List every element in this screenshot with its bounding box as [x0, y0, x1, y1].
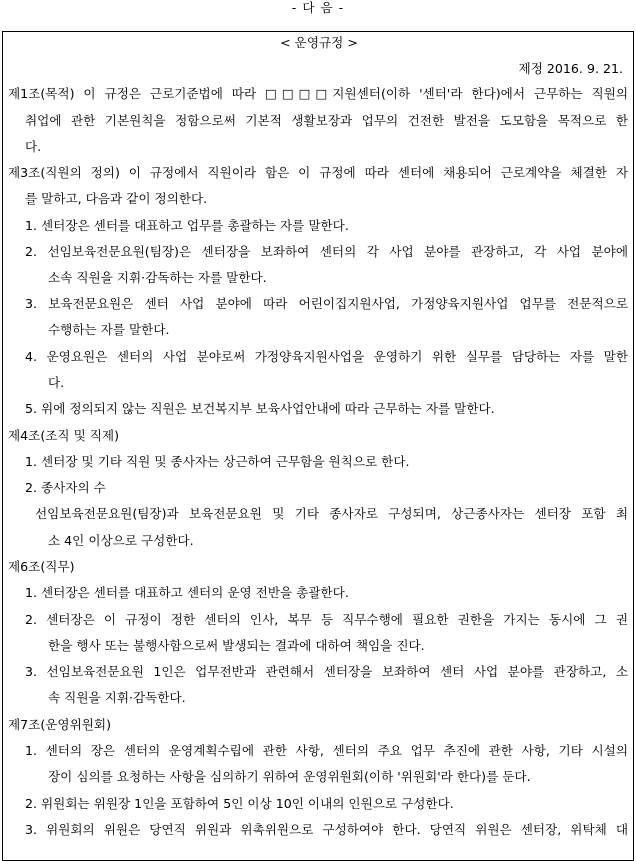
article-3-line-2: 를 말하고, 다음과 같이 정의한다.	[25, 191, 208, 206]
article-6-item-3: 3. 선임보육전문요원 1인은 업무전반과 관련해서 센터장을 보좌하여 센터 사업 분야를 관장하고, 소	[25, 664, 628, 679]
article-4-item-2-detail-cont: 소 4인 이상으로 구성한다.	[48, 533, 194, 548]
article-1-line-3: 다.	[25, 139, 42, 154]
enactment-date: 제정 2016. 9. 21.	[518, 61, 623, 76]
article-6-item-2-cont: 한을 행사 또는 불행사함으로써 발생되는 결과에 대하여 책임을 진다.	[48, 638, 425, 653]
article-7-item-1: 1. 센터의 장은 센터의 운영계획수립에 관한 사항, 센터의 주요 업무 추진에 관한 사항, 기타 시설의	[25, 743, 628, 758]
article-1-line-2: 취업에 관한 기본원칙을 정함으로써 기본적 생활보장과 업무의 건전한 발전을 도모함을 목적으로 한	[25, 113, 628, 128]
article-6-item-2: 2. 센터장은 이 규정이 정한 센터의 인사, 복무 등 직무수행에 필요한 권한을 가지는 동시에 그 권	[25, 612, 628, 627]
article-3-item-5: 5. 위에 정의되지 않는 직원은 보건복지부 보육사업안내에 따라 근무하는 자를 말한다.	[25, 401, 495, 416]
article-4-heading: 제4조(조직 및 직제)	[8, 428, 120, 443]
header-label: - 다 음 -	[291, 0, 345, 15]
regulation-box	[2, 31, 634, 861]
article-6-heading: 제6조(직무)	[8, 559, 75, 574]
article-6-item-3-cont: 속 직원을 지휘·감독한다.	[48, 690, 186, 705]
article-3-item-2-cont: 소속 직원을 지휘·감독하는 자를 말한다.	[48, 270, 267, 285]
article-1-line-1: 제1조(목적) 이 규정은 근로기준법에 따라 □□□□지원센터(이하 '센터'라 한다)에서 근무하는 직원의	[8, 86, 628, 101]
article-3-item-4-cont: 다.	[48, 375, 65, 390]
article-3-item-1: 1. 센터장은 센터를 대표하고 업무를 총괄하는 자를 말한다.	[25, 218, 349, 233]
article-3-item-2: 2. 선임보육전문요원(팀장)은 센터장을 보좌하여 센터의 각 사업 분야를 관장하고, 각 사업 분야에	[25, 244, 628, 259]
article-3-item-3: 3. 보육전문요원은 센터 사업 분야에 따라 어린이집지원사업, 가정양육지원사업 업무를 전문적으로	[25, 296, 628, 311]
article-4-item-2-detail: 선임보육전문요원(팀장)과 보육전문요원 및 기타 종사자로 구성되며, 상근종사자는 센터장 포함 최	[35, 506, 628, 521]
article-4-item-2: 2. 종사자의 수	[25, 480, 106, 495]
article-7-item-3: 3. 위원회의 위원은 당연직 위원과 위촉위원으로 구성하여야 한다. 당연직 위원은 센터장, 위탁체 대	[25, 822, 628, 837]
document-title: < 운영규정 >	[280, 35, 358, 50]
article-7-item-2: 2. 위원회는 위원장 1인을 포함하여 5인 이상 10인 이내의 인원으로 구성한다.	[25, 796, 454, 811]
article-7-item-1-cont: 장이 심의를 요청하는 사항을 심의하기 위하여 운영위원회(이하 '위원회'라 한다)를 둔다.	[48, 769, 531, 784]
article-7-heading: 제7조(운영위원회)	[8, 717, 111, 732]
article-6-item-1: 1. 센터장은 센터를 대표하고 센터의 운영 전반을 총괄한다.	[25, 585, 349, 600]
article-3-item-3-cont: 수행하는 자를 말한다.	[48, 322, 170, 337]
article-4-item-1: 1. 센터장 및 기타 직원 및 종사자는 상근하여 근무함을 원칙으로 한다.	[25, 454, 410, 469]
article-3-line-1: 제3조(직원의 정의) 이 규정에서 직원이라 함은 이 규정에 따라 센터에 채용되어 근로계약을 체결한 자	[8, 165, 628, 180]
article-3-item-4: 4. 운영요원은 센터의 사업 분야로써 가정양육지원사업을 운영하기 위한 실무를 담당하는 자를 말한	[25, 349, 628, 364]
